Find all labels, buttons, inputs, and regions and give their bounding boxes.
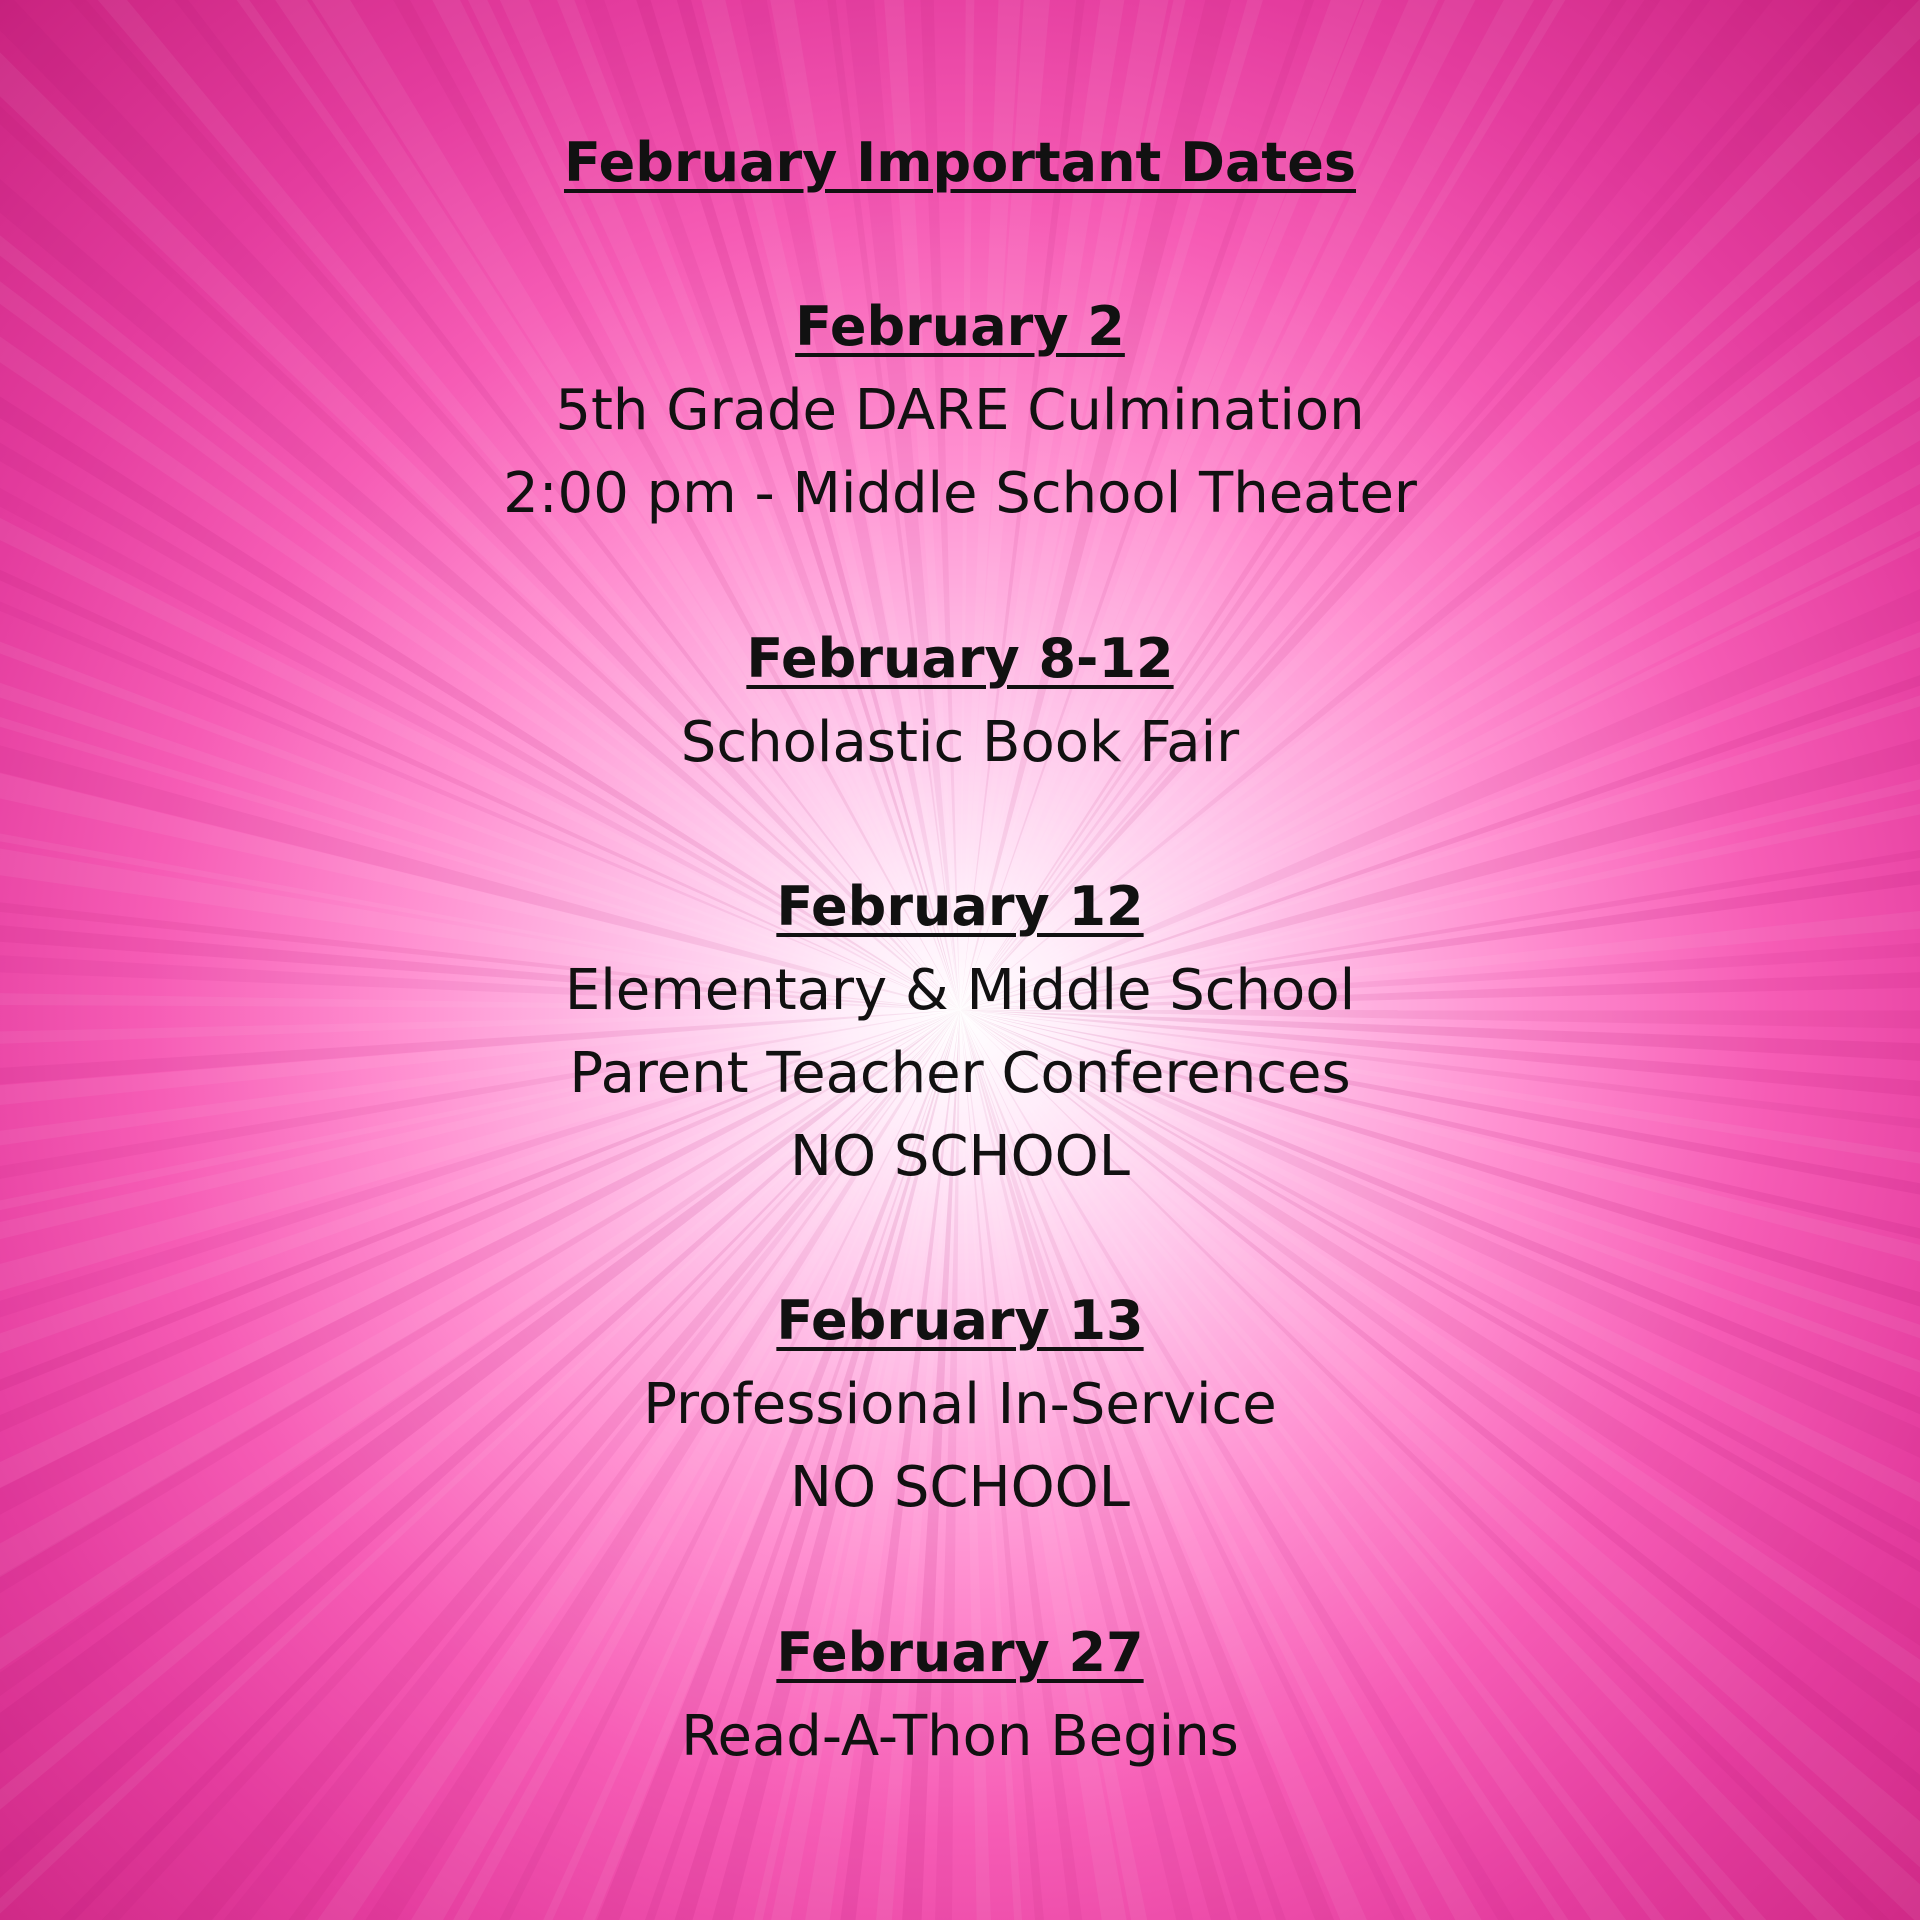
event-description: Professional In-Service	[643, 1372, 1277, 1437]
event-description: Read-A-Thon Begins	[681, 1704, 1239, 1769]
event-description: Elementary & Middle School	[564, 958, 1356, 1023]
event-description: NO SCHOOL	[790, 1455, 1130, 1520]
event-february-13	[0, 1279, 1920, 1529]
event-description: NO SCHOOL	[790, 1124, 1130, 1189]
event-date: February 8-12	[746, 627, 1174, 690]
event-description: Scholastic Book Fair	[680, 710, 1240, 775]
event-date: February 12	[776, 875, 1144, 938]
event-february-2	[0, 285, 1920, 535]
event-february-8-12	[0, 617, 1920, 784]
event-description: Parent Teacher Conferences	[569, 1041, 1351, 1106]
event-february-12	[0, 865, 1920, 1198]
event-february-27	[0, 1611, 1920, 1778]
page-title: February Important Dates	[563, 131, 1357, 194]
event-date: February 2	[795, 295, 1125, 358]
event-description: 2:00 pm - Middle School Theater	[503, 461, 1417, 526]
event-date: February 13	[776, 1289, 1144, 1352]
event-date: February 27	[776, 1621, 1144, 1684]
event-description: 5th Grade DARE Culmination	[555, 378, 1365, 443]
